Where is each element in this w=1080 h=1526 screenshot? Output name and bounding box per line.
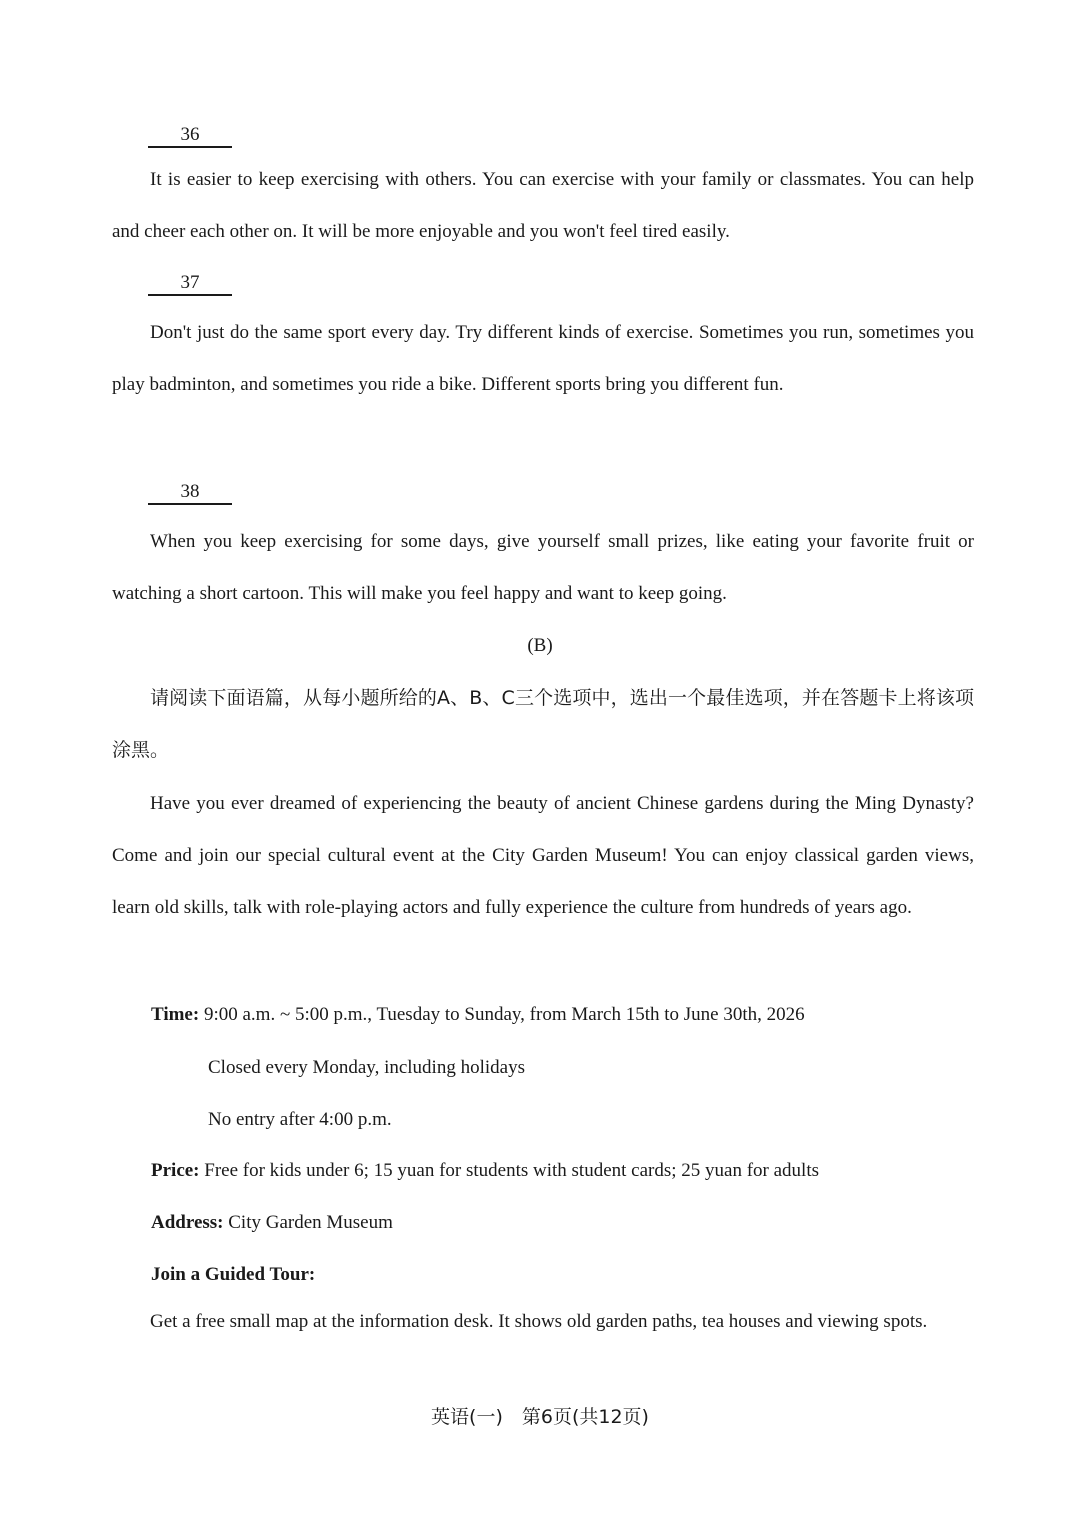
time-note-closed: Closed every Monday, including holidays xyxy=(208,1057,525,1078)
price-label: Price: xyxy=(151,1160,200,1181)
time-value: 9:00 a.m. ~ 5:00 p.m., Tuesday to Sunday, from March 15th to June 30th, 2026 xyxy=(203,1004,805,1025)
question-number-36: 36 xyxy=(180,124,200,145)
address-label: Address: xyxy=(151,1212,224,1233)
time-line xyxy=(151,1002,805,1028)
address-line xyxy=(151,1210,393,1236)
time-note-entry: No entry after 4:00 p.m. xyxy=(208,1109,392,1130)
question-number-38: 38 xyxy=(180,481,200,502)
blank-38 xyxy=(148,481,232,505)
paragraph-37: Don't just do the same sport every day. Try different kinds of exercise. Sometimes you run, sometimes you play badminton, and sometimes you ride a bike. Different sports bring you different fun. xyxy=(112,322,974,395)
question-number-37: 37 xyxy=(180,272,200,293)
price-value: Free for kids under 6; 15 yuan for students with student cards; 25 yuan for adults xyxy=(204,1160,820,1181)
time-label: Time: xyxy=(151,1004,200,1025)
section-b-intro: Have you ever dreamed of experiencing the beauty of ancient Chinese gardens during the Ming Dynasty? Come and join our special cultural event at the City Garden Museum! You can enjoy classical garden views, learn old skills, talk with role-playing actors and fully experience the culture from hundreds of years ago. xyxy=(112,793,974,918)
page-footer: 英语(一) 第6页(共12页) xyxy=(431,1406,649,1428)
section-b-heading: (B) xyxy=(527,635,553,656)
address-value: City Garden Museum xyxy=(228,1212,393,1233)
paragraph-36: It is easier to keep exercising with others. You can exercise with your family or classmates. You can help and cheer each other on. It will be more enjoyable and you won't feel tired easily. xyxy=(112,169,974,242)
paragraph-38: When you keep exercising for some days, give yourself small prizes, like eating your favorite fruit or watching a short cartoon. This will make you feel happy and want to keep going. xyxy=(112,531,974,604)
price-line xyxy=(151,1158,819,1184)
section-b-instruction: 请阅读下面语篇，从每小题所给的A、B、C三个选项中，选出一个最佳选项，并在答题卡上将该项涂黑。 xyxy=(112,687,974,761)
blank-36 xyxy=(148,124,232,148)
tour-heading: Join a Guided Tour: xyxy=(151,1264,316,1285)
blank-37 xyxy=(148,272,232,296)
tour-text: Get a free small map at the information desk. It shows old garden paths, tea houses and viewing spots. xyxy=(150,1311,928,1332)
